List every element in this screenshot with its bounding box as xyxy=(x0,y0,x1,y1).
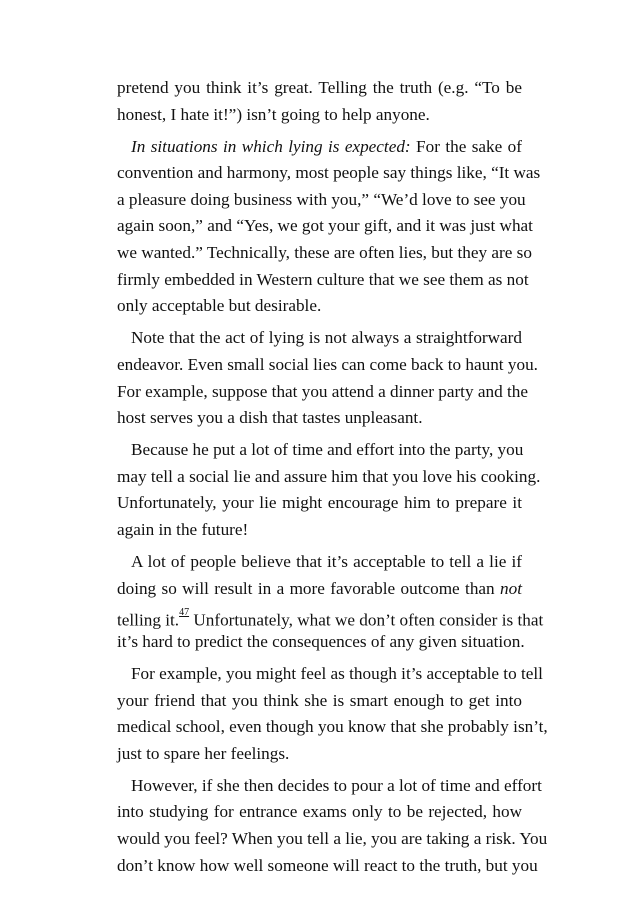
text-line: would you feel? When you tell a lie, you are taking a risk. You xyxy=(117,829,548,849)
text-span: For the sake of xyxy=(410,136,522,156)
paragraph-5 xyxy=(117,549,544,655)
text-line: we wanted.” Technically, these are often lies, but they are so xyxy=(117,243,532,263)
paragraph-3 xyxy=(117,325,538,431)
text-line: again in the future! xyxy=(117,520,249,539)
text-line: For example, you might feel as though it’s acceptable to tell xyxy=(131,663,543,683)
text-line: only acceptable but desirable. xyxy=(117,296,322,316)
text-line: Note that the act of lying is not always a straightforward xyxy=(131,328,522,348)
text-line: firmly embedded in Western culture that we see them as not xyxy=(117,269,529,289)
text-line: honest, I hate it!”) isn’t going to help anyone. xyxy=(117,104,430,124)
text-line: However, if she then decides to pour a lot of time and effort xyxy=(131,775,542,795)
italic-word: not xyxy=(500,578,522,598)
footnote-link[interactable]: 47 xyxy=(179,607,190,619)
paragraph-7 xyxy=(117,773,548,879)
paragraph-2 xyxy=(117,134,541,320)
paragraph-1 xyxy=(117,75,522,128)
text-line: pretend you think it’s great. Telling the truth (e.g. “To be xyxy=(117,78,522,97)
text-line: it’s hard to predict the consequences of any given situation. xyxy=(117,631,525,651)
text-line: your friend that you think she is smart enough to get into xyxy=(117,690,522,710)
text-line: host serves you a dish that tastes unpleasant. xyxy=(117,408,423,428)
text-line: don’t know how well someone will react to the truth, but you xyxy=(117,855,538,875)
italic-lead: In situations in which lying is expected: xyxy=(131,136,411,156)
text-line: again soon,” and “Yes, we got your gift, and it was just what xyxy=(117,216,533,236)
text-line: Because he put a lot of time and effort into the party, you xyxy=(131,440,524,460)
text-span: doing so will result in a more favorable outcome than xyxy=(117,578,501,598)
document-page xyxy=(117,75,548,885)
text-line xyxy=(117,602,544,631)
text-span: Unfortunately, what we don’t often consider is that xyxy=(189,611,544,631)
text-line: a pleasure doing business with you,” “We’d love to see you xyxy=(117,189,526,209)
text-line: convention and harmony, most people say things like, “It was xyxy=(117,163,541,183)
text-line: may tell a social lie and assure him that you love his cooking. xyxy=(117,466,541,486)
text-line: Unfortunately, your lie might encourage him to prepare it xyxy=(117,493,522,513)
paragraph-6 xyxy=(117,661,548,767)
text-line: into studying for entrance exams only to be rejected, how xyxy=(117,802,522,822)
text-line xyxy=(117,576,522,603)
text-line: medical school, even though you know that she probably isn’t, xyxy=(117,717,548,737)
text-line: For example, suppose that you attend a dinner party and the xyxy=(117,381,528,401)
text-line: just to spare her feelings. xyxy=(117,743,290,763)
text-span: telling it. xyxy=(117,611,180,631)
text-line: endeavor. Even small social lies can come back to haunt you. xyxy=(117,354,538,374)
text-line xyxy=(117,134,522,161)
paragraph-4 xyxy=(117,437,541,543)
text-line: A lot of people believe that it’s acceptable to tell a lie if xyxy=(131,552,522,572)
